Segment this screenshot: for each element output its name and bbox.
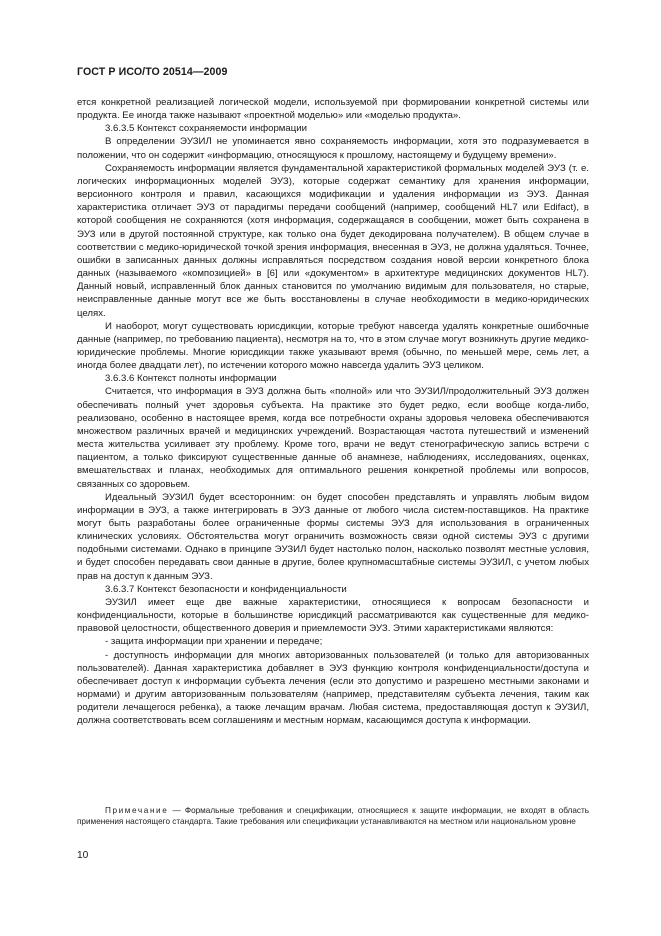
paragraph: В определении ЭУЗИЛ не упоминается явно сохраняемость информации, хотя это подразумевается в положении, что он содержит «информацию, относящуюся к прошлому, настоящему и будущему времени». [77, 136, 589, 161]
subsection-heading-completeness: 3.6.3.6 Контекст полноты информации [105, 373, 277, 385]
subsection-heading-security: 3.6.3.7 Контекст безопасности и конфиденциальности [105, 583, 347, 595]
note-label: Примечание [105, 806, 169, 815]
paragraph: Идеальный ЭУЗИЛ будет всесторонним: он будет способен представлять и управлять любым видом информации в ЭУЗ, а также интегрировать в ЭУЗ данные от любого числа систем-поставщиков. На практике могут быть разработаны более ограниченные формы системы ЭУЗ для использования в ограниченных клинических условиях. Обстоятельства могут ограничить возможность связи одной системы ЭУЗ с другими подобными системами. Однако в принципе ЭУЗИЛ будет настолько полон, насколько позволят местные условия, и будет способен передавать свои данные в другие, более крупномасштабные системы ЭУЗИЛ, с учетом любых прав на доступ к данным ЭУЗ. [77, 491, 589, 582]
subsection-heading-persistence: 3.6.3.5 Контекст сохраняемости информации [105, 123, 307, 135]
list-item: - защита информации при хранении и передаче; [105, 636, 323, 648]
page-header-title: ГОСТ Р ИСО/ТО 20514—2009 [77, 66, 228, 78]
paragraph: И наоборот, могут существовать юрисдикции, которые требуют навсегда удалять конкретные ошибочные данные (например, по требованию пациента), несмотря на то, что в этом случае могут возникнуть другие медико-юридические проблемы. Многие юрисдикции также указывают время (обычно, по меньшей мере, семь лет, а иногда более двадцати лет), по истечении которого можно навсегда удалить ЭУЗ целиком. [77, 320, 589, 372]
paragraph: ЭУЗИЛ имеет еще две важные характеристики, относящиеся к вопросам безопасности и конфиденциальности, которые в большинстве юрисдикций рассматриваются как существенные для медико-правовой целостности, общественного доверия и приемлемости ЭУЗ. Этими характеристиками являются: [77, 596, 589, 635]
note-text: — Формальные требования и спецификации, относящиеся к защите информации, не входят в область применения настоящего стандарта. Такие требования или спецификации устанавливаются на местном или национальном уровне [77, 806, 589, 827]
body-text [77, 96, 589, 728]
list-item: - доступность информации для многих авторизованных пользователей (и только для авторизованных пользователей). Данная характеристика добавляет в ЭУЗ функцию контроля конфиденциальности/доступа и обеспечивает доступ к информации субъекта лечения (если это допустимо и разрешено местными законами и нормами) и другим авторизованным пользователям (например, представителям субъекта лечения, таким как родители лечащегося ребенка), а также лечащим врачам. Любая система, предоставляющая доступ к ЭУЗИЛ, должна соответствовать всем соглашениям и местным нормам, касающимся доступа к информации. [77, 649, 589, 727]
paragraph: Сохраняемость информации является фундаментальной характеристикой формальных моделей ЭУЗ (т. е. логических информационных моделей ЭУЗ), которые содержат семантику для хранения информации, версионного контроля и правил, касающихся модификации и удаления информации из ЭУЗ. Данная характеристика отличает ЭУЗ от парадигмы передачи сообщений (например, сообщений HL7 или Edifact), в которой сообщения не сохраняются (хотя информация, содержащаяся в сообщении, может быть сохранена в ЭУЗ или в другой постоянной структуре, как только она будет декодирована получателем). В общем случае в соответствии с медико-юридической точкой зрения информация, внесенная в ЭУЗ, не должна удаляться. Точнее, ошибки в записанных данных должны исправляться посредством создания новой версии конкретного блока данных (называемого «композицией» в [6] или «документом» в архитектуре медицинских документов HL7). Данный новый, исправленный блок данных становится по умолчанию видимым для пользователя, но старые, неисправленные данные могут все же быть восстановлены в случае необходимости в медико-юридических целях. [77, 162, 589, 319]
paragraph: Считается, что информация в ЭУЗ должна быть «полной» или что ЭУЗИЛ/продолжительный ЭУЗ должен обеспечивать полный учет здоровья субъекта. На практике это будет редко, если вообще когда-либо, реализовано, особенно в настоящее время, когда все потребности охраны здоровья человека обеспечиваются множеством различных врачей и медицинских учреждений. Возрастающая частота путешествий и изменений места жительства усиливает эту проблему. Кроме того, врачи не ведут стенографическую запись встречи с пациентом, а только фиксируют существенные данные об анамнезе, наблюдениях, исследованиях, оценках, вмешательствах и планах, необходимых для оптимального решения конкретной проблемы или вопросов, связанных со здоровьем. [77, 386, 589, 490]
page-number: 10 [77, 850, 89, 861]
note [77, 805, 589, 828]
paragraph-continuation: ется конкретной реализацией логической модели, используемой при формировании конкретной системы или продукта. Ее иногда также называют «проектной моделью» или «моделью продукта». [77, 97, 589, 122]
